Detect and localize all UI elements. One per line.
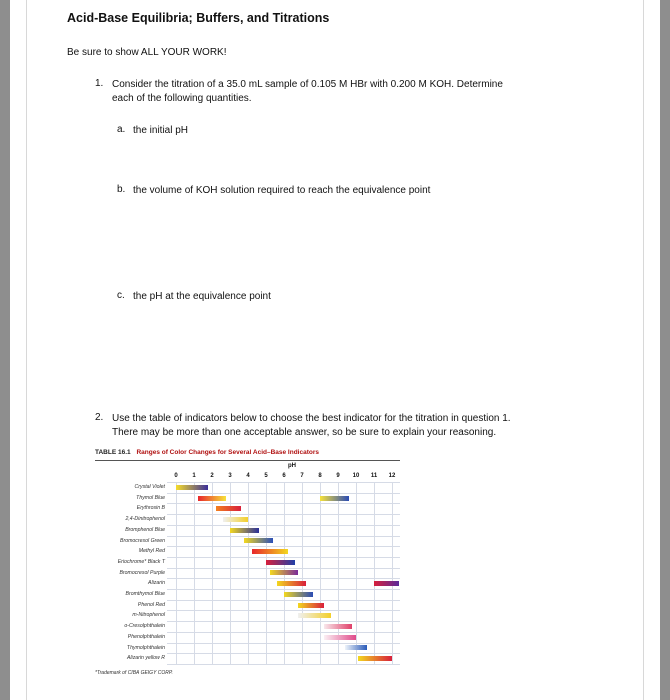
grid-hline xyxy=(167,568,400,569)
ph-tick-5: 5 xyxy=(264,473,268,479)
ph-tick-10: 10 xyxy=(352,473,360,479)
grid-vline xyxy=(302,482,303,664)
grid-vline xyxy=(248,482,249,664)
indicator-label: Alizarin xyxy=(147,580,165,587)
grid-hline xyxy=(167,514,400,515)
range-bar xyxy=(324,635,356,640)
range-bar xyxy=(270,570,299,575)
range-bar xyxy=(216,506,241,511)
indicator-label: Crystal Violet xyxy=(134,484,165,490)
range-bar xyxy=(244,538,273,543)
table-number: TABLE 16.1 xyxy=(95,449,131,456)
indicator-label: Eriochrome* Black T xyxy=(117,558,165,565)
grid-hline xyxy=(167,493,400,494)
table-name: Ranges of Color Changes for Several Acid–Base Indicators xyxy=(136,449,319,456)
range-bar xyxy=(277,581,306,586)
grid-hline xyxy=(167,600,400,601)
grid-hline xyxy=(167,589,400,590)
range-bar xyxy=(324,624,353,629)
ph-tick-12: 12 xyxy=(388,473,396,479)
q1a-letter: a. xyxy=(117,124,126,135)
ph-tick-11: 11 xyxy=(370,473,378,479)
range-bar xyxy=(252,549,288,554)
q1a-text: the initial pH xyxy=(133,125,189,136)
range-bar xyxy=(358,656,392,661)
grid-hline xyxy=(167,482,400,483)
grid-hline xyxy=(167,632,400,633)
q1b-text: the volume of KOH solution required to reach the equivalence point xyxy=(133,185,431,196)
q1b-letter: b. xyxy=(117,184,126,195)
grid-hline xyxy=(167,525,400,526)
indicator-chart-grid xyxy=(167,482,400,664)
grid-vline xyxy=(212,482,213,664)
indicator-label: o-Cresolphthalein xyxy=(124,623,165,630)
worksheet-title: Acid-Base Equilibria; Buffers, and Titrations xyxy=(67,11,330,25)
indicator-label: Alizarin yellow R xyxy=(126,655,165,662)
range-bar xyxy=(230,528,259,533)
range-bar xyxy=(198,496,227,501)
grid-vline xyxy=(392,482,393,664)
grid-hline xyxy=(167,546,400,547)
q1c-text: the pH at the equivalence point xyxy=(133,291,271,302)
q2-number: 2. xyxy=(95,412,104,423)
indicator-label: Phenolphthalein xyxy=(127,633,165,640)
instructions: Be sure to show ALL YOUR WORK! xyxy=(67,47,227,58)
range-bar xyxy=(345,645,367,650)
grid-vline xyxy=(194,482,195,664)
left-margin-line xyxy=(26,0,27,700)
range-bar xyxy=(223,517,248,522)
grid-vline xyxy=(356,482,357,664)
grid-vline xyxy=(176,482,177,664)
right-page-border xyxy=(660,0,670,700)
grid-vline xyxy=(374,482,375,664)
grid-hline xyxy=(167,557,400,558)
range-bar xyxy=(298,613,330,618)
range-bar xyxy=(374,581,399,586)
indicator-label: Bromphenol Blue xyxy=(125,526,165,533)
grid-hline xyxy=(167,643,400,644)
ph-tick-6: 6 xyxy=(282,473,286,479)
grid-hline xyxy=(167,664,400,665)
indicator-label: m-Nitrophenol xyxy=(132,612,165,619)
indicator-label: Erythrosin B xyxy=(136,505,165,512)
range-bar xyxy=(284,592,313,597)
indicator-label: Bromocresol Green xyxy=(120,537,165,544)
ph-tick-8: 8 xyxy=(318,473,322,479)
table-caption xyxy=(95,447,400,461)
indicator-label: Bromthymol Blue xyxy=(125,591,165,597)
q2-text-line2: There may be more than one acceptable answer, so be sure to explain your reasoning. xyxy=(112,427,497,438)
grid-hline xyxy=(167,653,400,654)
q1-number: 1. xyxy=(95,78,104,89)
grid-vline xyxy=(266,482,267,664)
grid-hline xyxy=(167,536,400,537)
indicator-label: Methyl Red xyxy=(138,548,165,555)
indicator-label: Thymol Blue xyxy=(136,494,165,501)
indicator-label: Thymolphthalein xyxy=(126,644,165,651)
grid-hline xyxy=(167,578,400,579)
ph-axis-label: pH xyxy=(288,463,296,469)
range-bar xyxy=(176,485,208,490)
indicator-label: Phenol Red xyxy=(137,601,165,608)
grid-hline xyxy=(167,621,400,622)
range-bar xyxy=(266,560,295,565)
ph-tick-3: 3 xyxy=(228,473,232,479)
indicator-label: Bromocresol Purple xyxy=(119,569,165,576)
ph-tick-0: 0 xyxy=(174,473,178,479)
ph-tick-9: 9 xyxy=(336,473,340,479)
range-bar xyxy=(298,603,323,608)
ph-tick-4: 4 xyxy=(246,473,250,479)
ph-tick-1: 1 xyxy=(192,473,196,479)
table-footnote: *Trademark of CIBA GEIGY CORP. xyxy=(95,670,173,676)
range-bar xyxy=(320,496,349,501)
q1-text-line2: each of the following quantities. xyxy=(112,93,252,104)
grid-hline xyxy=(167,610,400,611)
q2-text-line1: Use the table of indicators below to choose the best indicator for the titration in question 1. xyxy=(112,413,511,424)
ph-tick-2: 2 xyxy=(210,473,214,479)
q1c-letter: c. xyxy=(117,290,125,301)
q1-text-line1: Consider the titration of a 35.0 mL sample of 0.105 M HBr with 0.200 M KOH. Determine xyxy=(112,79,503,90)
indicator-label: 2,4-Dinitrophenol xyxy=(125,516,165,523)
left-page-border xyxy=(0,0,10,700)
grid-hline xyxy=(167,503,400,504)
grid-vline xyxy=(320,482,321,664)
right-margin-line xyxy=(643,0,644,700)
ph-tick-7: 7 xyxy=(300,473,304,479)
